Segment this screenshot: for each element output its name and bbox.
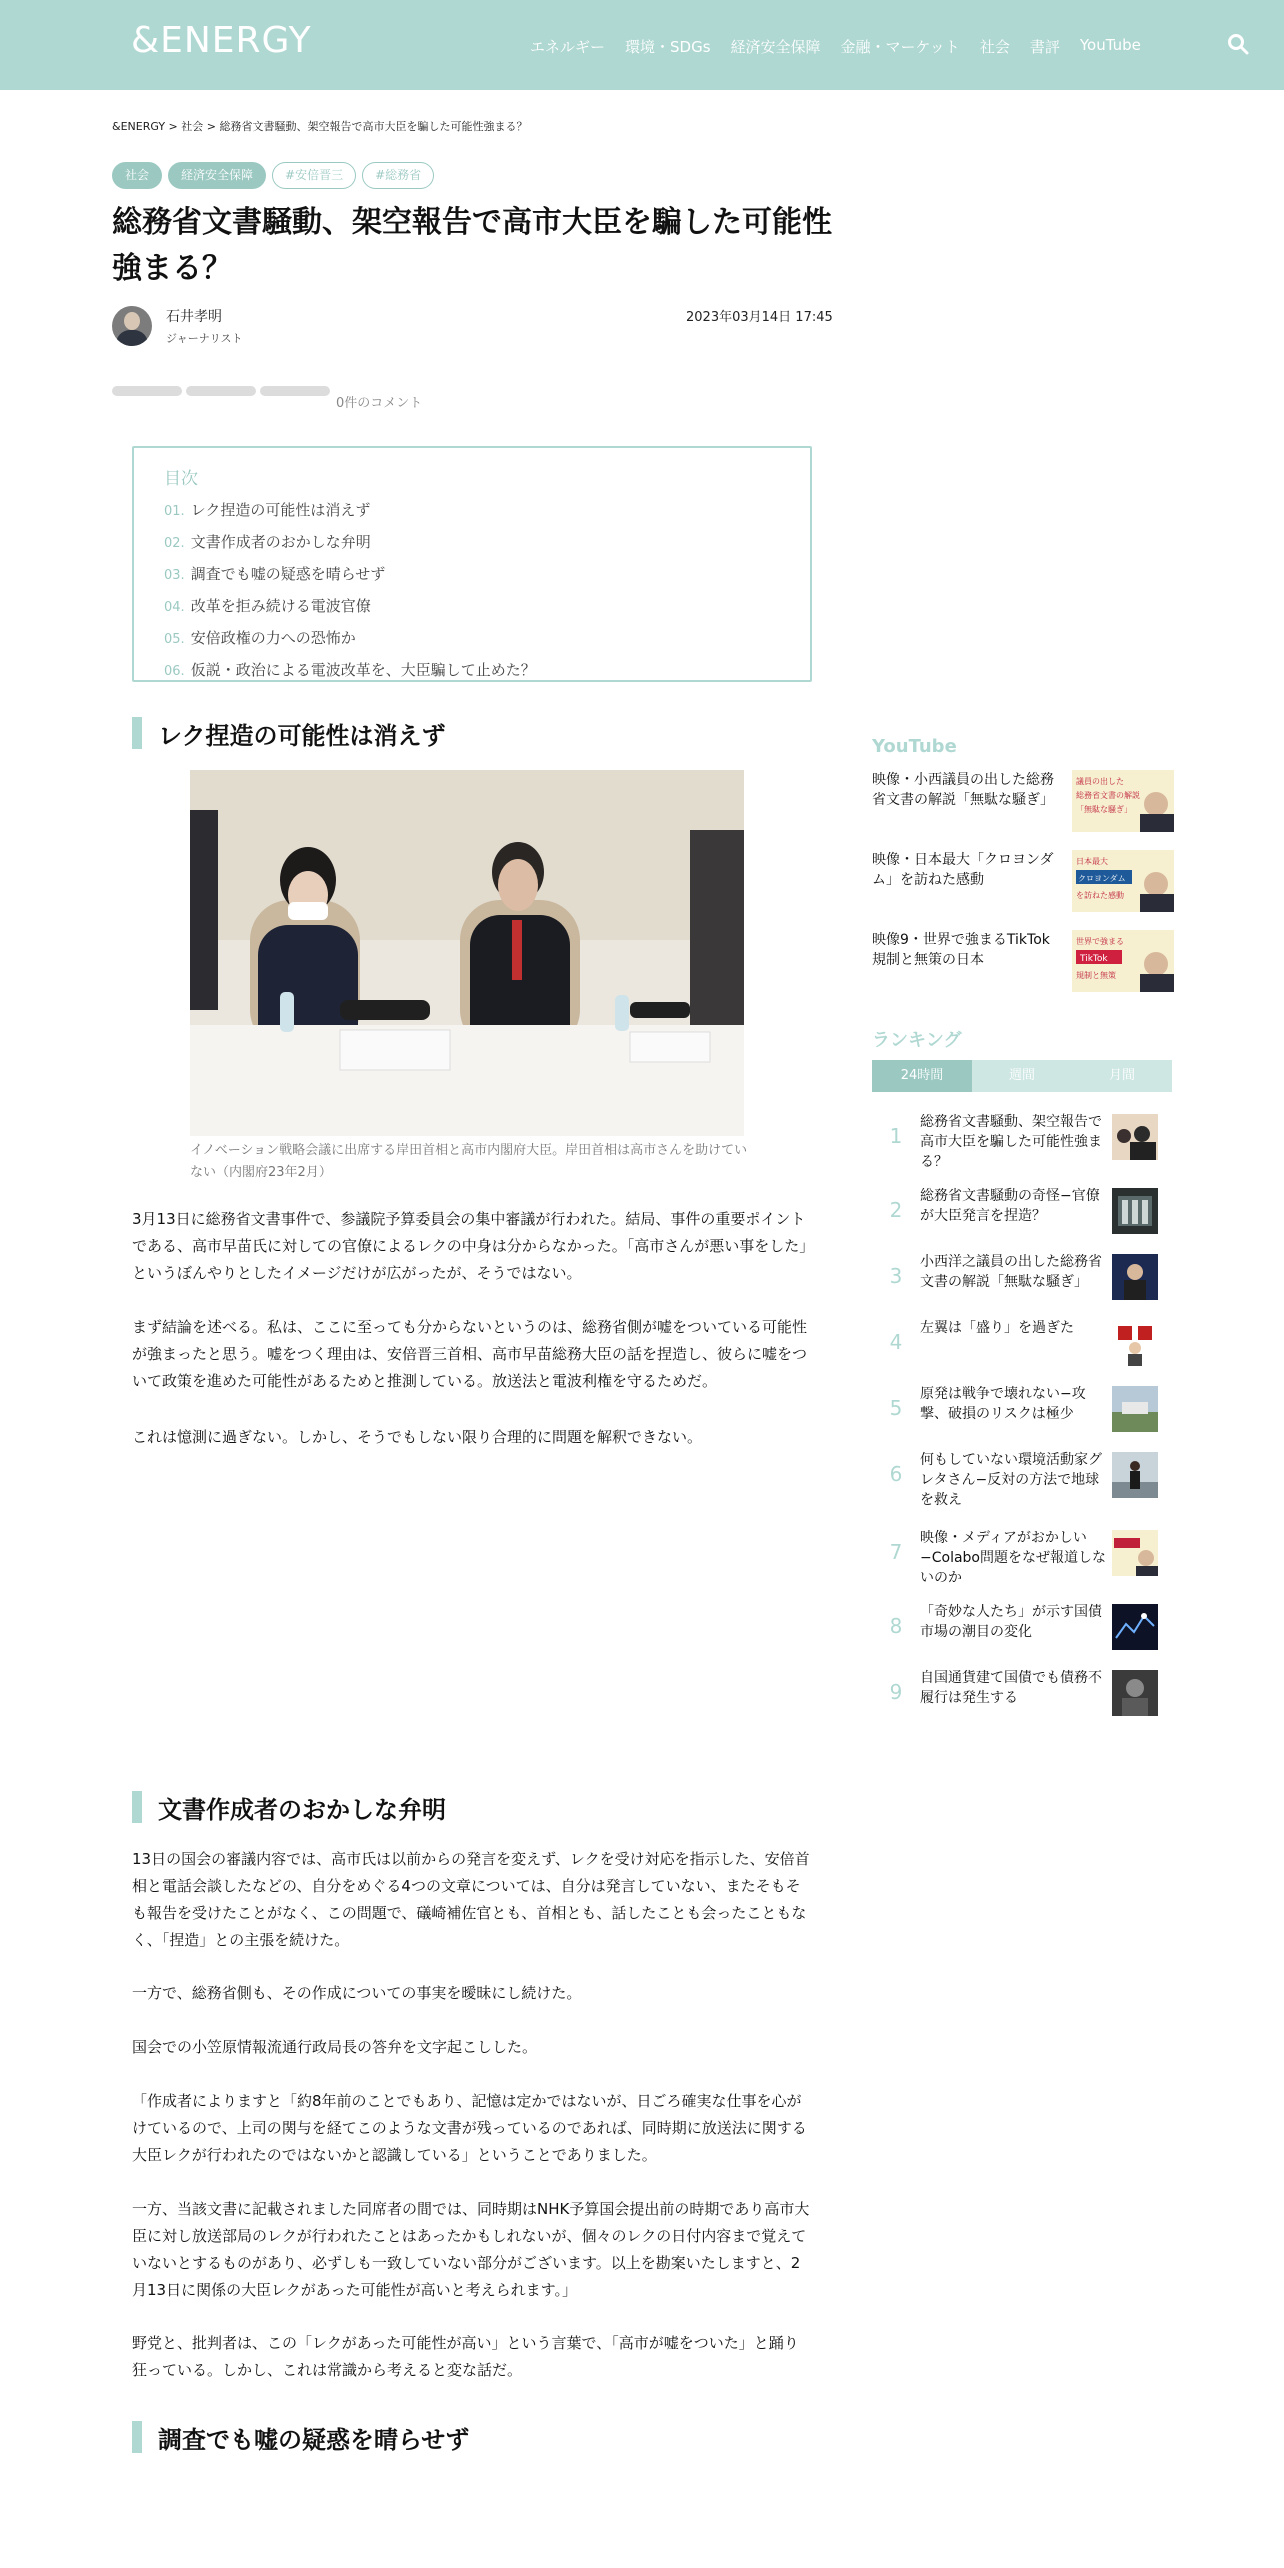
ranking-number: 4 [889,1330,903,1354]
ranking-thumbnail[interactable] [1112,1386,1158,1432]
paragraph: 13日の国会の審議内容では、高市氏は以前からの発言を変えず、レクを受け対応を指示した、安倍首相と電話会談したなどの、自分をめぐる4つの文章については、自分は発言していない、またそもそも報告を受けたことがなく、この問題で、礒崎補佐官とも、首相とも、話したことも会ったこともなく、「捏造」との主張を続けた。 [132,1850,810,1949]
article-title: 総務省文書騒動、架空報告で高市大臣を騙した可能性強まる？ [112,205,832,286]
ranking-number: 3 [889,1264,903,1288]
publish-date: 2023年03月14日 17:45 [686,310,833,325]
share-buttons [112,386,330,396]
ranking-title[interactable]: 何もしていない環境活動家グレタさん−反対の方法で地球を救え [920,1452,1102,1508]
nav-item-youtube[interactable]: YouTube [1079,36,1141,54]
tag-society[interactable]: 社会 [112,162,162,189]
paragraph: 3月13日に総務省文書事件で、参議院予算委員会の集中審議が行われた。結局、事件の重要ポイントである、高市早苗氏に対しての官僚によるレクの中身は分からなかった。「高市さんが悪い事をした」というぼんやりとしたイメージだけが広がったが、そうではない。 [132,1210,807,1282]
ranking-item[interactable] [872,1318,1172,1376]
nav-item-society[interactable]: 社会 [979,38,1010,56]
youtube-thumbnail[interactable] [1072,770,1174,832]
ranking-item[interactable] [872,1186,1172,1244]
ranking-item[interactable] [872,1252,1172,1310]
nav-item-finance[interactable]: 金融・マーケット [840,38,960,56]
section-heading: 調査でも嘘の疑惑を晴らせず [132,2420,812,2454]
ranking-title[interactable]: 左翼は「盛り」を過ぎた [920,1320,1074,1336]
section-heading: 文書作成者のおかしな弁明 [132,1790,812,1824]
ranking-title[interactable]: 小西洋之議員の出した総務省文書の解説「無駄な騒ぎ」 [920,1254,1102,1290]
ranking-number: 8 [889,1614,903,1638]
ranking-item[interactable] [872,1384,1172,1442]
tab-monthly[interactable]: 月間 [1072,1060,1172,1092]
ranking-thumbnail[interactable] [1112,1530,1158,1576]
toc-item[interactable]: 03. 調査でも嘘の疑惑を晴らせず [164,565,386,583]
paragraph: 一方で、総務省側も、その作成についての事実を曖昧にし続けた。 [132,1984,582,2002]
ranking-number: 6 [889,1462,903,1486]
toc-item[interactable]: 04. 改革を拒み続ける電波官僚 [164,597,371,615]
ranking-item[interactable] [872,1112,1172,1170]
toc-item[interactable]: 02. 文書作成者のおかしな弁明 [164,533,371,551]
ranking-item[interactable] [872,1528,1172,1586]
table-of-contents [132,446,812,682]
paragraph: 一方、当該文書に記載されました同席者の間では、同時期はNHK予算国会提出前の時期であり高市大臣に対し放送部局のレクが行われたことはあったかもしれないが、個々のレクの日付内容まで覚えていないとするものがあり、必ずしも一致していない部分がございます。以上を勘案いたしますと、2月13日に関係の大臣レクがあった可能性が高いと考えられます。」 [132,2200,810,2299]
nav-item-reviews[interactable]: 書評 [1029,38,1060,56]
ranking-number: 2 [889,1198,903,1222]
main-nav [530,36,1161,57]
ranking-thumbnail[interactable] [1112,1254,1158,1300]
svg-text:を訪ねた感動: を訪ねた感動 [1076,891,1124,900]
paragraph: これは憶測に過ぎない。しかし、そうでもしない限り合理的に問題を解釈できない。 [132,1428,703,1446]
ranking-title[interactable]: 映像・メディアがおかしい−Colabo問題をなぜ報道しないのか [920,1530,1106,1586]
ranking-title[interactable]: 原発は戦争で壊れない−攻撃、破損のリスクは極少 [920,1386,1086,1422]
ranking-thumbnail[interactable] [1112,1670,1158,1716]
ranking-number: 9 [889,1680,903,1704]
tag-abe[interactable]: #安倍晋三 [272,162,356,189]
author-avatar[interactable] [112,306,152,346]
share-button[interactable] [260,386,330,396]
author-role: ジャーナリスト [166,332,243,345]
tag-list [112,162,434,189]
youtube-thumbnail[interactable] [1072,850,1174,912]
tag-mic[interactable]: #総務省 [362,162,434,189]
paragraph: 「作成者によりますと「約8年前のことでもあり、記憶は定かではないが、日ごろ確実な仕事を心がけているので、上司の関与を経てこのような文書が残っているのであれば、同時期に放送法に関する大臣レクが行われたのではないかと認識している」ということでありました。 [132,2092,807,2164]
breadcrumb[interactable]: &ENERGY > 社会 > 総務省文書騒動、架空報告で高市大臣を騙した可能性強まる？ [112,120,528,133]
author-name[interactable]: 石井孝明 [166,309,222,325]
section-heading: レク捏造の可能性は消えず [132,716,812,750]
article-photo [190,770,744,1136]
tag-economic-security[interactable]: 経済安全保障 [168,162,266,189]
svg-text:規制と無策: 規制と無策 [1076,971,1116,980]
youtube-item-title[interactable]: 映像・小西議員の出した総務省文書の解説「無駄な騒ぎ」 [872,772,1054,808]
nav-item-economic-security[interactable]: 経済安全保障 [730,38,821,56]
ranking-section-title: ランキング [872,1030,962,1051]
toc-item[interactable]: 05. 安倍政権の力への恐怖か [164,629,356,647]
ranking-number: 7 [889,1540,903,1564]
ranking-item[interactable] [872,1602,1172,1660]
paragraph: まず結論を述べる。私は、ここに至っても分からないというのは、総務省側が嘘をついている可能性が強まったと思う。嘘をつく理由は、安倍晋三首相、高市早苗総務大臣の話を捏造し、彼らに嘘をついて政策を進めた可能性があるためと推測している。放送法と電波利権を守るためだ。 [132,1318,808,1390]
ranking-tabs [872,1060,1172,1092]
svg-text:日本最大: 日本最大 [1076,857,1108,866]
nav-item-energy[interactable]: エネルギー [530,38,606,56]
share-button[interactable] [112,386,182,396]
ranking-thumbnail[interactable] [1112,1320,1158,1366]
ranking-thumbnail[interactable] [1112,1188,1158,1234]
youtube-item-title[interactable]: 映像・日本最大「クロヨンダム」を訪ねた感動 [872,852,1054,888]
comment-count[interactable]: 0件のコメント [336,396,423,411]
svg-text:世界で強まる: 世界で強まる [1076,937,1124,946]
ranking-thumbnail[interactable] [1112,1604,1158,1650]
ranking-title[interactable]: 「奇妙な人たち」が示す国債市場の潮目の変化 [920,1604,1102,1640]
toc-item[interactable]: 01. レク捏造の可能性は消えず [164,501,371,519]
search-icon[interactable] [1226,32,1250,56]
ranking-thumbnail[interactable] [1112,1452,1158,1498]
author-block[interactable] [112,306,243,346]
youtube-thumbnail[interactable] [1072,930,1174,992]
svg-text:総務省文書の解説: 総務省文書の解説 [1076,791,1140,800]
ranking-item[interactable] [872,1668,1172,1726]
ranking-title[interactable]: 総務省文書騒動、架空報告で高市大臣を騙した可能性強まる？ [920,1114,1102,1170]
toc-title: 目次 [164,469,198,489]
ranking-number: 1 [889,1124,903,1148]
share-button[interactable] [186,386,256,396]
ranking-number: 5 [889,1396,903,1420]
svg-text:クロヨンダム: クロヨンダム [1078,874,1126,883]
ranking-thumbnail[interactable] [1112,1114,1158,1160]
svg-text:議員の出した: 議員の出した [1076,777,1124,786]
youtube-item[interactable] [872,770,1172,832]
site-header [0,0,1284,90]
youtube-item[interactable] [872,850,1172,912]
youtube-item[interactable] [872,930,1172,992]
tab-weekly[interactable]: 週間 [972,1060,1072,1092]
toc-item[interactable]: 06. 仮説・政治による電波改革を、大臣騙して止めた？ [164,661,536,679]
site-logo[interactable]: &ENERGY [131,20,312,61]
youtube-section-title: YouTube [872,736,957,757]
paragraph: 野党と、批判者は、この「レクがあった可能性が高い」という言葉で、「高市が嘘をついた」と踊り狂っている。しかし、これは常識から考えると変な話だ。 [132,2334,799,2379]
svg-text:TikTok: TikTok [1080,954,1108,964]
ranking-item[interactable] [872,1450,1172,1508]
youtube-item-title[interactable]: 映像9・世界で強まるTikTok規制と無策の日本 [872,932,1050,968]
svg-text:「無駄な騒ぎ」: 「無駄な騒ぎ」 [1076,805,1132,814]
photo-caption: イノベーション戦略会議に出席する岸田首相と高市内閣府大臣。岸田首相は高市さんを助けていない（内閣府23年2月） [190,1143,748,1180]
ranking-title[interactable]: 自国通貨建て国債でも債務不履行は発生する [920,1670,1102,1706]
ranking-title[interactable]: 総務省文書騒動の奇怪−官僚が大臣発言を捏造？ [920,1188,1100,1224]
paragraph: 国会での小笠原情報流通行政局長の答弁を文字起こしした。 [132,2038,538,2056]
nav-item-environment[interactable]: 環境・SDGs [625,38,711,56]
tab-24h[interactable]: 24時間 [872,1060,972,1092]
